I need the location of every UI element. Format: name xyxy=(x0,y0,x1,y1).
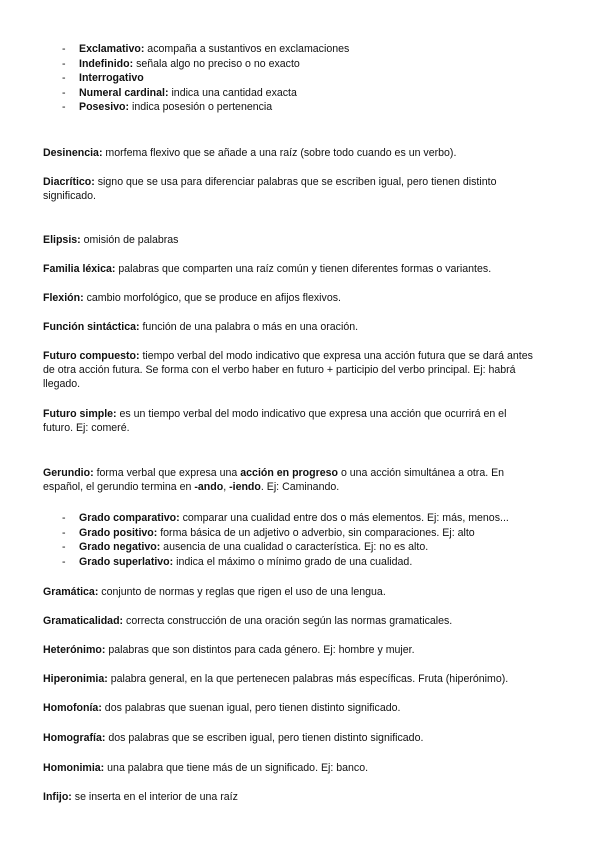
list-item-text: indica el máximo o mínimo grado de una cualidad. xyxy=(173,555,413,568)
entry-definition: palabra general, en la que pertenecen palabras más específicas. Fruta (hiperónimo). xyxy=(107,673,509,685)
list-item-term: Numeral cardinal: xyxy=(79,86,169,99)
entry-heteronimo xyxy=(43,643,543,657)
entry-funcion-sintactica xyxy=(43,320,543,334)
list-item-term: Interrogativo xyxy=(79,72,144,84)
entry-definition-continued: español, el gerundio termina en xyxy=(43,481,195,493)
list-item-term: Posesivo: xyxy=(79,101,130,113)
list-item xyxy=(62,555,562,570)
entry-term: Hiperonimia: xyxy=(43,673,108,685)
bullet-dash: - xyxy=(62,526,66,539)
entry-gramatica xyxy=(43,585,543,599)
entry-definition: conjunto de normas y reglas que rigen el uso de una lengua. xyxy=(98,586,386,598)
entry-desinencia xyxy=(43,146,543,160)
entry-term: Elipsis: xyxy=(43,234,81,246)
list-item xyxy=(62,511,562,526)
entry-definition-continued: de otra acción futura. Se forma con el verbo haber en futuro + participio del verbo principal. Ej: habrá xyxy=(43,364,516,376)
entry-definition: tiempo verbal del modo indicativo que expresa una acción futura que se dará antes xyxy=(139,350,533,362)
entry-term: Homofonía: xyxy=(43,702,102,714)
entry-term: Flexión: xyxy=(43,292,84,304)
emphasis: -ando xyxy=(194,481,224,493)
entry-term: Desinencia: xyxy=(43,147,103,159)
entry-definition: es un tiempo verbal del modo indicativo que expresa una acción que ocurrirá en el xyxy=(116,408,507,420)
entry-definition-continued: llegado. xyxy=(43,378,81,390)
list-item xyxy=(62,100,562,115)
entry-futuro-simple xyxy=(43,407,543,435)
entry-definition: dos palabras que se escriben igual, pero tienen distinto significado. xyxy=(105,732,424,744)
bullet-dash: - xyxy=(62,101,66,113)
list-item-text: acompaña a sustantivos en exclamaciones xyxy=(144,43,350,55)
list-item xyxy=(62,57,562,72)
entry-definition: palabras que son distintos para cada género. Ej: hombre y mujer. xyxy=(105,644,415,656)
entry-term: Infijo: xyxy=(43,791,72,803)
entry-definition: función de una palabra o más en una oración. xyxy=(139,321,359,333)
emphasis: -iendo xyxy=(229,481,261,493)
entry-definition: dos palabras que suenan igual, pero tienen distinto significado. xyxy=(101,702,401,714)
entry-term: Homografía: xyxy=(43,732,106,744)
bullet-dash: - xyxy=(62,86,66,99)
entry-definition: palabras que comparten una raíz común y tienen diferentes formas o variantes. xyxy=(115,263,492,275)
entry-gerundio xyxy=(43,466,543,494)
bullet-dash: - xyxy=(62,512,66,524)
list-item-text: indica posesión o pertenencia xyxy=(129,101,273,113)
entry-term: Diacrítico: xyxy=(43,176,95,188)
emphasis: acción en progreso xyxy=(240,467,338,479)
entry-definition: forma verbal que expresa una xyxy=(93,467,241,479)
bullet-dash: - xyxy=(62,555,66,568)
entry-term: Futuro compuesto: xyxy=(43,350,140,362)
list-item-text: forma básica de un adjetivo o adverbio, sin comparaciones. Ej: alto xyxy=(157,526,475,539)
entry-definition: cambio morfológico, que se produce en afijos flexivos. xyxy=(83,292,341,304)
entry-definition: morfema flexivo que se añade a una raíz (sobre todo cuando es un verbo). xyxy=(102,147,457,159)
entry-diacritico xyxy=(43,175,543,203)
entry-term: Gramaticalidad: xyxy=(43,615,124,627)
entry-term: Gramática: xyxy=(43,586,99,598)
list-item xyxy=(62,540,562,555)
entry-term: Función sintáctica: xyxy=(43,321,140,333)
entry-definition: correcta construcción de una oración según las normas gramaticales. xyxy=(123,615,453,627)
bullet-dash: - xyxy=(62,72,66,84)
entry-definition: una palabra que tiene más de un significado. Ej: banco. xyxy=(104,762,369,774)
list-item xyxy=(62,526,562,541)
entry-hiperonimia xyxy=(43,672,543,686)
list-item xyxy=(62,42,562,57)
separator: , xyxy=(223,481,230,493)
determiner-types-list xyxy=(62,42,562,115)
bullet-dash: - xyxy=(62,57,66,70)
entry-definition-continued: significado. xyxy=(43,190,96,202)
list-item-term: Grado comparativo: xyxy=(79,512,180,524)
entry-elipsis xyxy=(43,233,543,247)
list-item-text: señala algo no preciso o no exacto xyxy=(133,57,300,70)
entry-homofonia xyxy=(43,701,543,715)
list-item-term: Exclamativo: xyxy=(79,43,145,55)
entry-definition: o una acción simultánea a otra. En xyxy=(338,467,505,479)
list-item-text: indica una cantidad exacta xyxy=(168,86,297,99)
list-item xyxy=(62,71,562,86)
list-item-term: Grado negativo: xyxy=(79,541,161,553)
entry-term: Heterónimo: xyxy=(43,644,106,656)
list-item-text: comparar una cualidad entre dos o más elementos. Ej: más, menos... xyxy=(179,512,509,524)
list-item-term: Grado superlativo: xyxy=(79,555,174,568)
entry-term: Futuro simple: xyxy=(43,408,117,420)
list-item-text: ausencia de una cualidad o característica. Ej: no es alto. xyxy=(160,541,429,553)
list-item xyxy=(62,86,562,101)
entry-gramaticalidad xyxy=(43,614,543,628)
entry-familia-lexica xyxy=(43,262,543,276)
entry-definition: signo que se usa para diferenciar palabras que se escriben igual, pero tienen distinto xyxy=(94,176,497,188)
entry-term: Homonimia: xyxy=(43,762,105,774)
entry-term: Familia léxica: xyxy=(43,263,116,275)
grado-list xyxy=(62,511,562,569)
entry-definition: se inserta en el interior de una raíz xyxy=(71,791,238,803)
entry-flexion xyxy=(43,291,543,305)
entry-definition-continued: . Ej: Caminando. xyxy=(260,481,340,493)
entry-definition-continued: futuro. Ej: comeré. xyxy=(43,422,130,434)
entry-term: Gerundio: xyxy=(43,467,94,479)
entry-homonimia xyxy=(43,761,543,775)
entry-definition: omisión de palabras xyxy=(80,234,179,246)
list-item-term: Grado positivo: xyxy=(79,526,158,539)
entry-futuro-compuesto xyxy=(43,349,543,391)
list-item-term: Indefinido: xyxy=(79,57,134,70)
entry-homografia xyxy=(43,731,543,745)
entry-infijo xyxy=(43,790,543,804)
bullet-dash: - xyxy=(62,541,66,553)
bullet-dash: - xyxy=(62,43,66,55)
